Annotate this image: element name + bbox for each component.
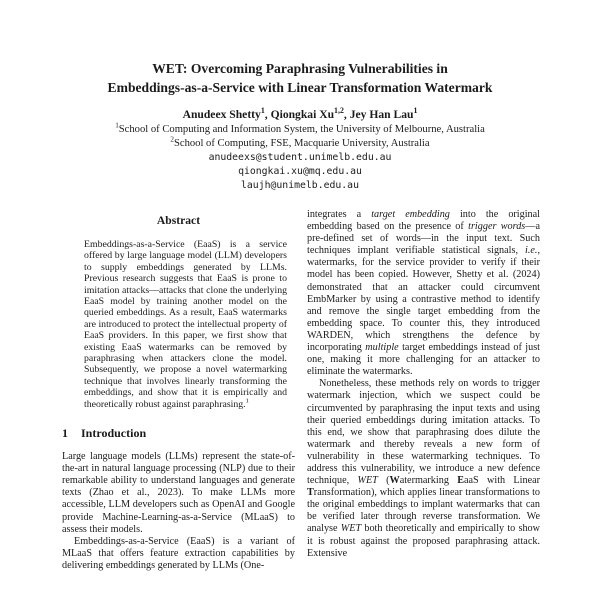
affiliation-line-1: $^1$School of Computing and Information System, the University of Melbourne, Australia: [115, 121, 485, 135]
authors-line: Anudeex Shetty$^1$, Qiongkai Xu$^{1,2}$, Jey Han Lau$^1$: [182, 106, 418, 121]
section-number: 1: [62, 426, 68, 441]
right-paragraph-1: integrates a target embedding into the original embedding based on the presence of trigger words—a pre-defined set of words—in the input text. Such techniques implant verifiable statistical signals, i.e., watermarks, for the service provider to verify if their model has been copied. However, Shetty et al. (2024) demonstrated that an attacker could circumvent EmbMarker by using a contrastive method to identify and remove the single target embedding from the embedding space. To counter this, they introduced WARDEN, which strengthens the defence by incorporating multiple target embeddings instead of just one, making it more challenging for an attacker to eliminate the watermarks.: [307, 209, 540, 378]
section-title: Introduction: [81, 426, 147, 441]
paper-title-line2: Embeddings-as-a-Service with Linear Transformation Watermark: [107, 79, 493, 95]
email-line-2: qiongkai.xu@mq.edu.au: [238, 166, 362, 177]
email-line-1: anudeexs@student.unimelb.edu.au: [208, 152, 392, 163]
emails-block: [0, 151, 600, 193]
intro-paragraph-2: Embeddings-as-a-Service (EaaS) is a variant of MLaaS that offers feature extraction capabilities by delivering embeddings generated by LLMs (One-: [62, 535, 295, 571]
intro-paragraph-1: Large language models (LLMs) represent the state-of-the-art in natural language processing (NLP) due to their remarkable ability to understand languages and generate texts (Zhao et al., 2023). To make LLMs more accessible, LLM developers such as OpenAI and Google provide Machine-Learning-as-a-Service (MLaaS) to assess their models.: [62, 451, 295, 535]
paper-title: [0, 60, 600, 97]
two-column-body: [62, 209, 540, 600]
right-column: [307, 209, 540, 600]
paper-header: [0, 60, 600, 193]
right-paragraph-2: Nonetheless, these methods rely on words to trigger watermark injection, which we suspect could be circumvented by paraphrasing the input texts and using their queried embeddings during imitation attacks. To this end, we show that paraphrasing does dilute the watermark and thereby reveals a new form of vulnerability in these watermarking techniques. To address this vulnerability, we introduce a new defence technique, WET (Watermarking EaaS with Linear Transformation), which applies linear transformations to the original embeddings to implant watermarks that can be verified later through reverse transformation. We analyse WET both theoretically and empirically to show it is robust against the proposed paraphrasing attack. Extensive: [307, 378, 540, 559]
paper-title-line1: WET: Overcoming Paraphrasing Vulnerabilities in: [152, 61, 448, 76]
email-line-3: laujh@unimelb.edu.au: [241, 180, 359, 191]
section-heading: [62, 426, 295, 441]
abstract-text: Embeddings-as-a-Service (EaaS) is a service offered by large language model (LLM) developers to supply embeddings generated by LLMs. Previous research suggests that EaaS is prone to imitation attacks—attacks that clone the underlying EaaS model by training another model on the queried embeddings. As a result, EaaS watermarks are introduced to protect the intellectual property of EaaS providers. In this paper, we first show that existing EaaS watermarks can be removed by paraphrasing when attackers clone the model. Subsequently, we propose a novel watermarking technique that involves linearly transforming the embeddings, and show that it is empirically and theoretically robust against paraphrasing.$^1$: [84, 239, 287, 410]
affiliations-block: [0, 123, 600, 151]
left-column: [62, 209, 295, 600]
affiliation-line-2: $^2$School of Computing, FSE, Macquarie University, Australia: [170, 135, 430, 149]
abstract-heading: Abstract: [156, 214, 201, 227]
